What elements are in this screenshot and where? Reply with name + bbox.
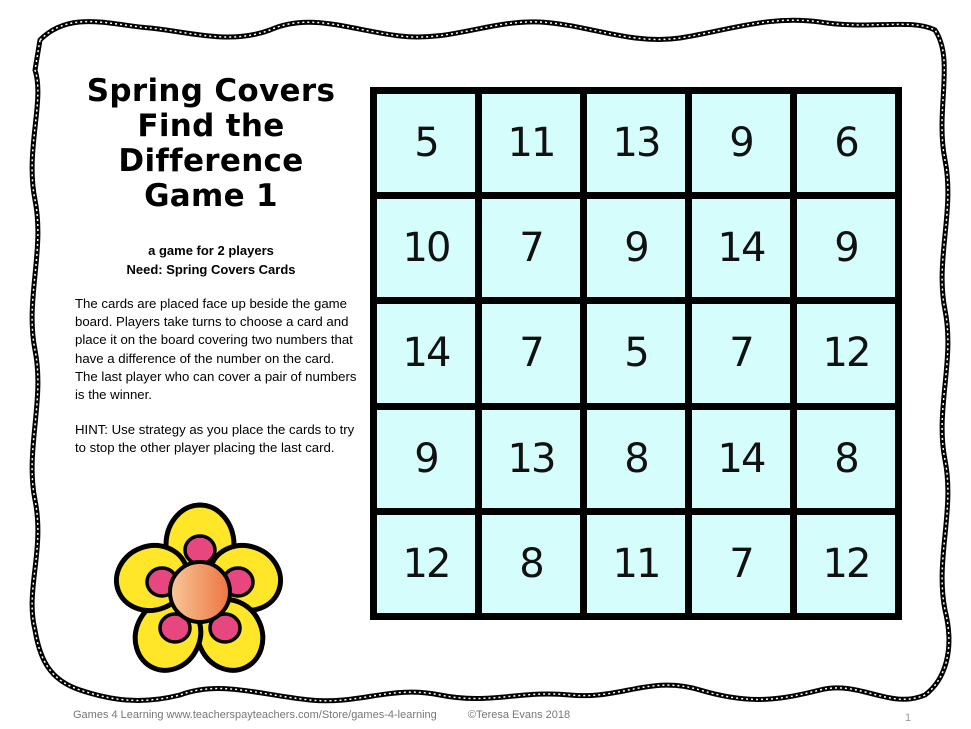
players-text: a game for 2 players [148,243,274,258]
footer-source: Games 4 Learning www.teacherspayteachers.com/Store/games-4-learning [73,709,437,721]
board-cell: 12 [377,515,475,613]
board-cell: 12 [797,304,895,402]
board-cell: 14 [377,304,475,402]
board-cell: 7 [482,304,580,402]
board-cell: 9 [587,199,685,297]
footer [73,709,570,721]
board-cell: 5 [587,304,685,402]
board-cell: 14 [692,410,790,508]
title-line-2: Find the [137,108,285,144]
footer-copyright: ©Teresa Evans 2018 [467,709,571,721]
board-cell: 11 [587,515,685,613]
game-board [370,87,902,620]
board-cell: 10 [377,199,475,297]
title-line-4: Game 1 [144,178,278,214]
board-cell: 14 [692,199,790,297]
hint-text: HINT: Use strategy as you place the cards to try to stop the other player placing the last card. [75,422,355,456]
board-cell: 13 [482,410,580,508]
need-text: Need: Spring Covers Cards [126,262,296,277]
game-requirements [76,241,346,279]
title-line-1: Spring Covers [86,73,336,109]
flower-icon [110,500,290,680]
board-cell: 8 [797,410,895,508]
board-cell: 8 [482,515,580,613]
page-number: 1 [905,712,912,724]
instructions-text: The cards are placed face up beside the game board. Players take turns to choose a card and place it on the board covering two numbers that have a difference of the number on the card. The last player who can cover a pair of numbers is the winner. [75,296,357,403]
board-cell: 8 [587,410,685,508]
page-title [76,74,346,214]
board-cell: 11 [482,94,580,192]
board-cell: 13 [587,94,685,192]
board-cell: 7 [692,515,790,613]
board-cell: 9 [797,199,895,297]
board-cell: 7 [692,304,790,402]
title-line-3: Difference [118,143,304,179]
board-cell: 6 [797,94,895,192]
board-cell: 12 [797,515,895,613]
board-cell: 9 [692,94,790,192]
board-cell: 7 [482,199,580,297]
board-cell: 9 [377,410,475,508]
board-cell: 5 [377,94,475,192]
